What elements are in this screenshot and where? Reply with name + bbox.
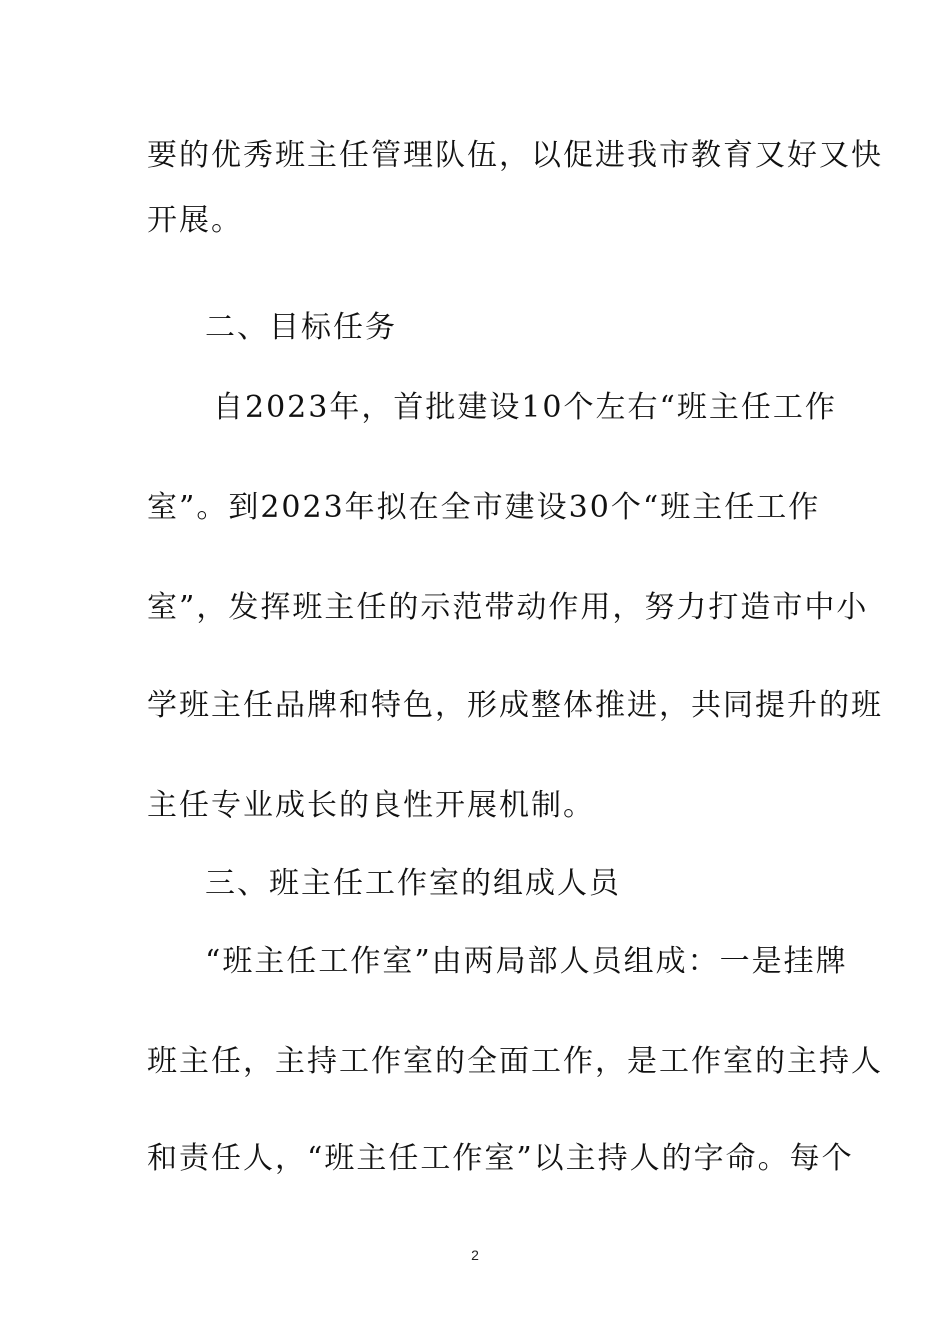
body-text-line: 和责任人，“班主任工作室”以主持人的字命。每个	[147, 1141, 854, 1176]
body-text-line: 学班主任品牌和特色，形成整体推进，共同提升的班	[147, 688, 883, 723]
body-text-line: 开展。	[147, 203, 243, 238]
body-text-line: 室”，发挥班主任的示范带动作用，努力打造市中小	[147, 590, 869, 625]
body-text-line: 要的优秀班主任管理队伍，以促进我市教育又好又快	[147, 138, 883, 173]
page-number: 2	[471, 1247, 479, 1263]
section-heading: 二、目标任务	[205, 310, 397, 345]
body-text-line: 室”。到2023年拟在全市建设30个“班主任工作	[147, 490, 821, 525]
section-heading: 三、班主任工作室的组成人员	[205, 866, 621, 901]
body-text-line: “班主任工作室”由两局部人员组成：一是挂牌	[205, 944, 848, 979]
body-text-line: 自2023年，首批建设10个左右“班主任工作	[213, 390, 837, 425]
body-text-line: 主任专业成长的良性开展机制。	[147, 788, 595, 823]
body-text-line: 班主任，主持工作室的全面工作，是工作室的主持人	[147, 1044, 883, 1079]
